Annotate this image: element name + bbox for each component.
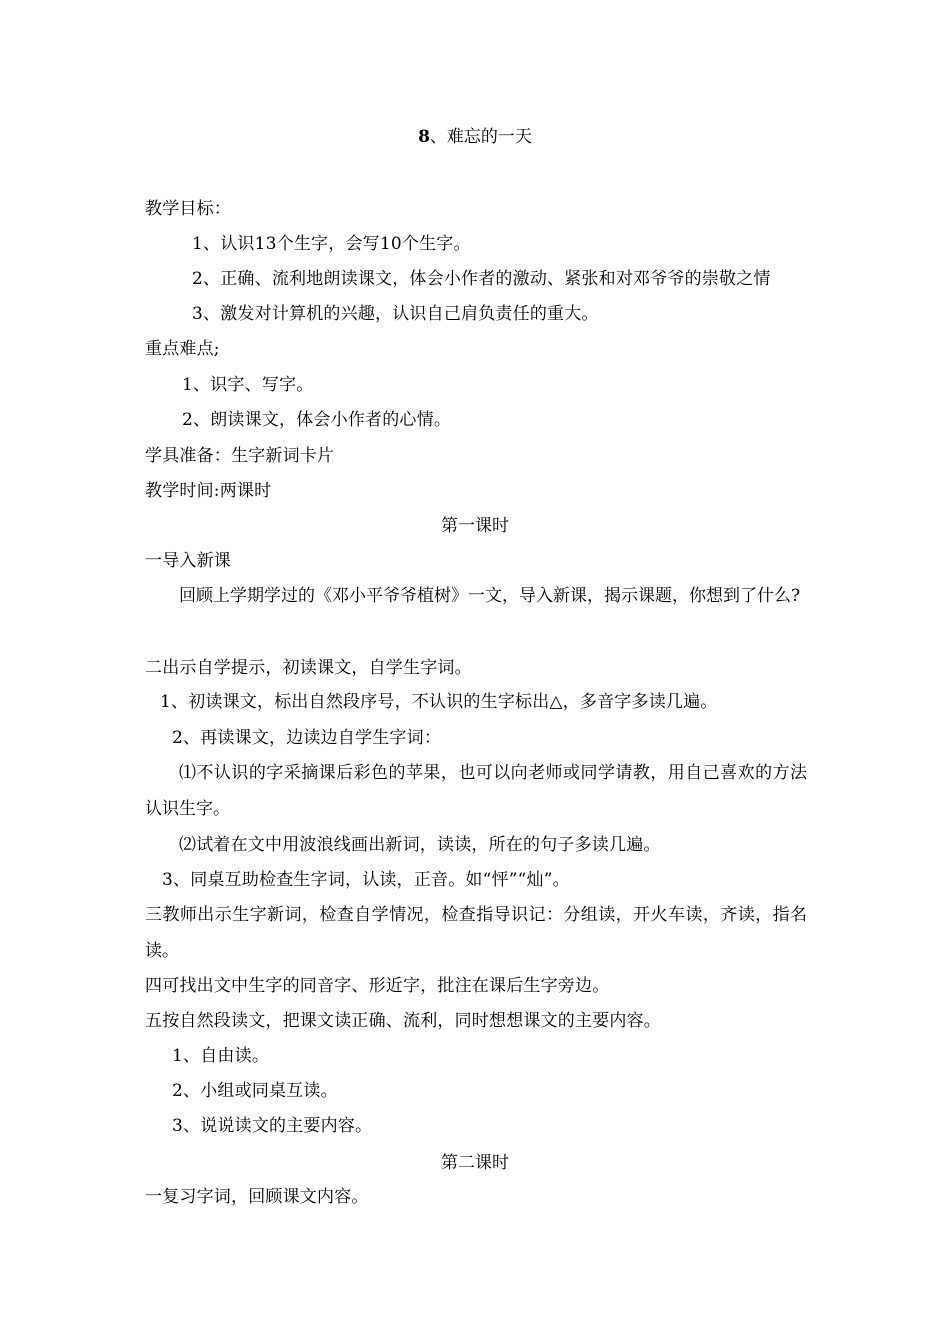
materials: 学具准备：生字新词卡片 (145, 446, 335, 466)
key-point-item: 1、识字、写字。 (182, 375, 314, 395)
step-item: 3、同桌互助检查生字词，认读，正音。如“怦”“灿”。 (162, 870, 570, 890)
section-heading: 二出示自学提示，初读课文，自学生字词。 (145, 658, 472, 678)
section-heading: 五按自然段读文，把课文读正确、流利，同时想想课文的主要内容。 (145, 1011, 661, 1031)
lesson-number: 8 (418, 127, 430, 147)
key-point-item: 2、朗读课文，体会小作者的心情。 (182, 410, 452, 430)
section-heading: 四可找出文中生字的同音字、形近字，批注在课后生字旁边。 (145, 976, 610, 996)
lesson2-heading: 第二课时 (441, 1153, 509, 1173)
goal-item: 3、激发对计算机的兴趣，认识自己肩负责任的重大。 (192, 304, 599, 324)
step-item: 3、说说读文的主要内容。 (172, 1116, 373, 1136)
sub-step-item: ⑵试着在文中用波浪线画出新词，读读，所在的句子多读几遍。 (179, 835, 661, 855)
goals-heading: 教学目标： (145, 199, 231, 219)
goal-item: 1、认识13个生字，会写10个生字。 (192, 234, 471, 254)
sub-step-item: ⑴不认识的字采摘课后彩色的苹果，也可以向老师或同学请教，用自己喜欢的方法认识生字。 (145, 763, 807, 819)
step-item: 1、初读课文，标出自然段序号，不认识的生字标出△，多音字多读几遍。 (160, 692, 718, 712)
section-paragraph: 三教师出示生字新词，检查自学情况，检查指导识记：分组读，开火车读，齐读，指名读。 (145, 905, 807, 961)
key-points-heading: 重点难点; (145, 339, 220, 359)
section-paragraph: 回顾上学期学过的《邓小平爷爷植树》一文，导入新课，揭示课题，你想到了什么? (179, 586, 801, 606)
lesson-title-text: 、难忘的一天 (429, 127, 532, 147)
lesson-title (0, 126, 950, 148)
lesson1-heading: 第一课时 (441, 516, 509, 536)
goal-item: 2、正确、流利地朗读课文，体会小作者的激动、紧张和对邓爷爷的崇敬之情 (192, 269, 771, 289)
step-item: 1、自由读。 (172, 1046, 270, 1066)
step-item: 2、再读课文，边读边自学生字词： (172, 728, 442, 748)
section-heading: 一复习字词，回顾课文内容。 (145, 1187, 369, 1207)
teaching-time: 教学时间:两课时 (145, 481, 272, 501)
section-heading: 一导入新课 (145, 551, 231, 571)
step-item: 2、小组或同桌互读。 (172, 1081, 338, 1101)
